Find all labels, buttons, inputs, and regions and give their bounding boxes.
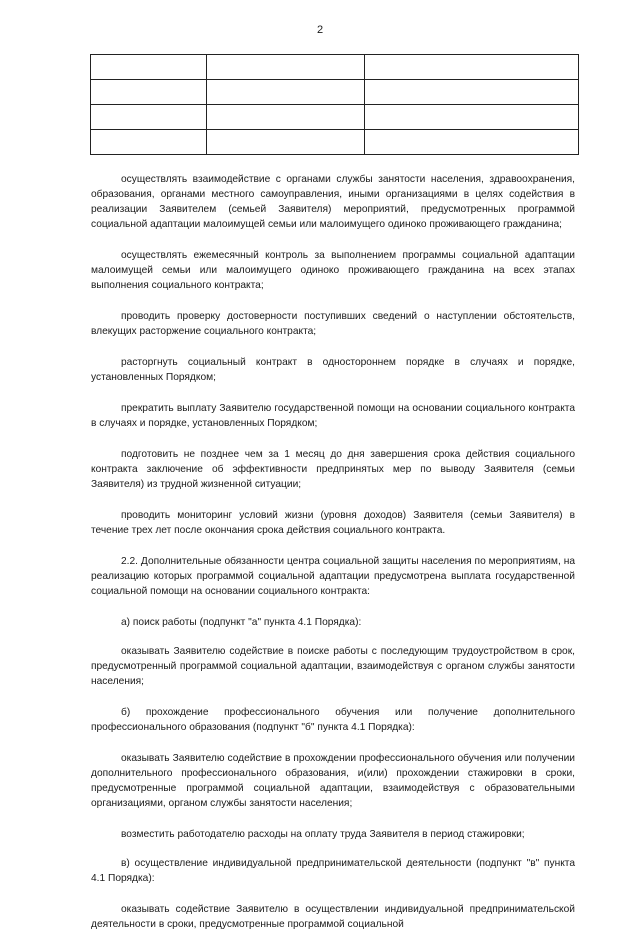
table-cell: [365, 80, 579, 105]
table-row: [91, 80, 579, 105]
table-cell: [207, 130, 365, 155]
paragraph-verification: проводить проверку достоверности поступивших сведений о наступлении обстоятельств, влекущих расторжение социального контракта;: [91, 311, 575, 337]
paragraph-stop-payment: прекратить выплату Заявителю государственной помощи на основании социального контракта в случаях и порядке, установленных Порядком;: [91, 403, 575, 429]
paragraph-internship-costs: возместить работодателю расходы на оплату труда Заявителя в период стажировки;: [121, 829, 525, 840]
table-cell: [365, 55, 579, 80]
paragraph-termination: расторгнуть социальный контракт в одностороннем порядке в случаях и порядке, установленных Порядком;: [91, 357, 575, 383]
table-cell: [207, 105, 365, 130]
paragraph-job-search-heading: а) поиск работы (подпункт "а" пункта 4.1 Порядка):: [121, 617, 362, 628]
table-row: [91, 130, 579, 155]
paragraph-interaction: осуществлять взаимодействие с органами службы занятости населения, здравоохранения, образования, органами местного самоуправления, иными организациями в целях содействия в реализации Заявителем (семьей Заявителя) мероприятий, предусмотренных программой социальной адаптации малоимущей семьи или малоимущего одиноко проживающего гражданина;: [91, 174, 575, 230]
paragraph-training-heading: б) прохождение профессионального обучения или получение дополнительного профессионального образования (подпункт "б" пункта 4.1 Порядка):: [91, 707, 575, 733]
table-cell: [207, 80, 365, 105]
table-cell: [207, 55, 365, 80]
table-cell: [91, 80, 207, 105]
table-cell: [91, 55, 207, 80]
table-row: [91, 105, 579, 130]
paragraph-entrepreneur-heading: в) осуществление индивидуальной предпринимательской деятельности (подпункт "в" пункта 4.1 Порядка):: [91, 858, 575, 884]
blank-table: [90, 54, 579, 155]
table-cell: [91, 130, 207, 155]
document-body: [91, 172, 575, 948]
paragraph-monitoring: проводить мониторинг условий жизни (уровня доходов) Заявителя (семьи Заявителя) в течение трех лет после окончания срока действия социального контракта.: [91, 510, 575, 536]
table-cell: [365, 105, 579, 130]
paragraph-job-search: оказывать Заявителю содействие в поиске работы с последующим трудоустройством в срок, предусмотренный программой социальной адаптации, взаимодействуя с органом службы занятости населения;: [91, 646, 575, 687]
paragraph-entrepreneur: оказывать содействие Заявителю в осуществлении индивидуальной предпринимательской деятельности в сроки, предусмотренные программой социальной: [91, 904, 575, 930]
table-cell: [91, 105, 207, 130]
paragraph-monthly-control: осуществлять ежемесячный контроль за выполнением программы социальной адаптации малоимущей семьи или малоимущего одиноко проживающего гражданина на всех этапах выполнения социального контракта;: [91, 250, 575, 291]
paragraph-conclusion: подготовить не позднее чем за 1 месяц до дня завершения срока действия социального контракта заключение об эффективности предпринятых мер по выводу Заявителя (семьи Заявителя) из трудной жизненной ситуации;: [91, 449, 575, 490]
table-cell: [365, 130, 579, 155]
table-row: [91, 55, 579, 80]
page-number: 2: [316, 24, 324, 36]
paragraph-section-2-2: 2.2. Дополнительные обязанности центра социальной защиты населения по мероприятиям, на реализацию которых программой социальной адаптации предусмотрена выплата государственной социальной помощи на основании социального контракта:: [91, 556, 575, 597]
paragraph-training: оказывать Заявителю содействие в прохождении профессионального обучения или получении дополнительного профессионального образования, и(или) прохождении стажировки в сроки, предусмотренные программой социальной адаптации, взаимодействуя с образовательными организациями, органом службы занятости населения;: [91, 753, 575, 809]
